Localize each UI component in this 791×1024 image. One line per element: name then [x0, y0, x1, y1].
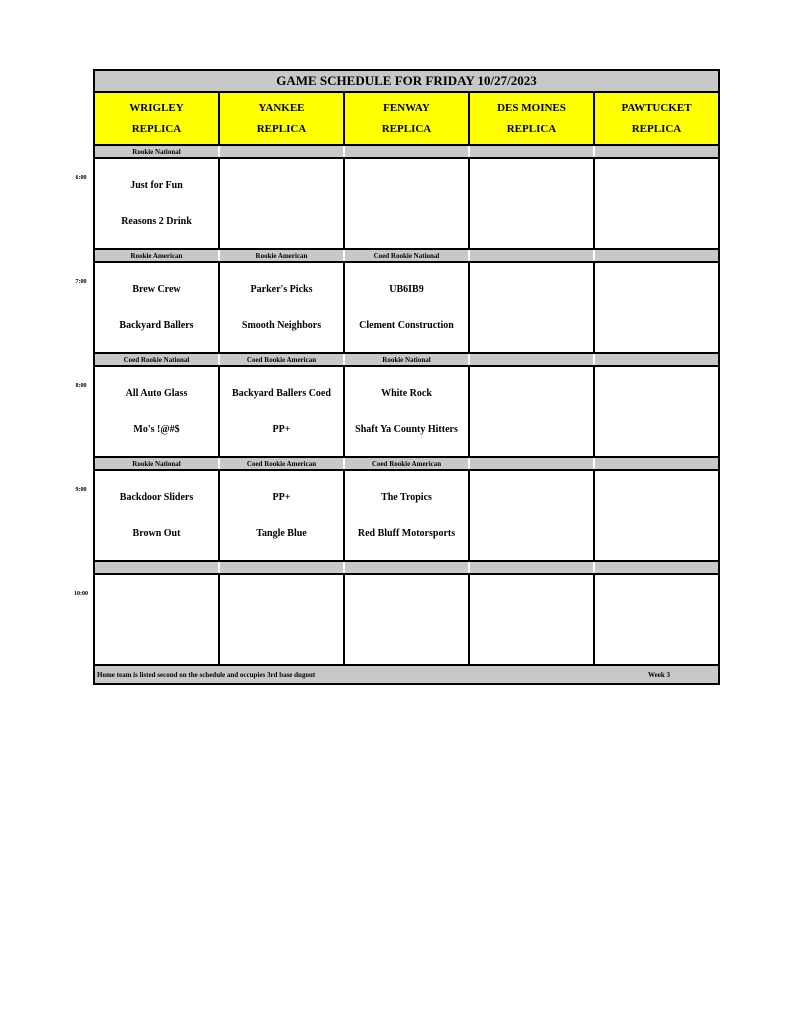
field-sub: REPLICA	[381, 123, 432, 136]
division-label	[595, 562, 718, 573]
field-name: DES MOINES	[497, 101, 566, 114]
field-header-pawtucket	[595, 93, 718, 144]
division-label	[220, 562, 345, 573]
division-label: Coed Rookie American	[220, 458, 345, 469]
away-team: Just for Fun	[130, 179, 183, 191]
away-team: PP+	[272, 491, 291, 503]
game-cell	[345, 263, 470, 352]
game-cell	[220, 159, 345, 248]
home-team: Backyard Ballers	[119, 320, 194, 332]
game-cell	[345, 159, 470, 248]
division-label	[595, 146, 718, 157]
time-label: 8:00	[75, 383, 87, 389]
away-team: Brew Crew	[132, 283, 181, 295]
division-row	[95, 354, 718, 367]
division-label: Rookie American	[220, 250, 345, 261]
game-row	[95, 263, 718, 354]
division-label	[595, 458, 718, 469]
field-sub: REPLICA	[131, 123, 182, 136]
home-team: Smooth Neighbors	[241, 320, 322, 332]
field-sub: REPLICA	[256, 123, 307, 136]
division-label	[95, 562, 220, 573]
division-label: Coed Rookie American	[220, 354, 345, 365]
game-row	[95, 471, 718, 562]
division-row	[95, 146, 718, 159]
division-label	[595, 354, 718, 365]
field-header-row	[95, 93, 718, 146]
field-header-fenway	[345, 93, 470, 144]
away-team: White Rock	[381, 387, 432, 399]
schedule-title: GAME SCHEDULE FOR FRIDAY 10/27/2023	[95, 71, 718, 93]
home-team: Reasons 2 Drink	[121, 216, 192, 228]
away-team: All Auto Glass	[125, 387, 188, 399]
field-name: FENWAY	[383, 101, 430, 114]
home-team: PP+	[272, 424, 291, 436]
game-cell	[470, 367, 595, 456]
schedule-footer	[95, 666, 718, 683]
field-name: WRIGLEY	[129, 101, 184, 114]
game-cell	[220, 575, 345, 664]
field-name: YANKEE	[258, 101, 305, 114]
away-team: Backyard Ballers Coed	[232, 387, 331, 399]
schedule-table	[93, 69, 720, 685]
home-team: Clement Construction	[359, 320, 454, 332]
field-header-yankee	[220, 93, 345, 144]
division-label	[470, 562, 595, 573]
home-team: Shaft Ya County Hitters	[355, 424, 458, 436]
game-row	[95, 367, 718, 458]
division-label	[595, 250, 718, 261]
division-label	[220, 146, 345, 157]
game-cell	[595, 575, 718, 664]
division-label: Rookie American	[95, 250, 220, 261]
time-label: 6:00	[75, 175, 87, 181]
division-label	[470, 458, 595, 469]
away-team: Parker's Picks	[250, 283, 313, 295]
game-row	[95, 575, 718, 666]
away-team: The Tropics	[381, 491, 432, 503]
division-label	[345, 146, 470, 157]
game-cell	[95, 367, 220, 456]
division-label: Rookie National	[95, 458, 220, 469]
game-cell	[95, 471, 220, 560]
field-sub: REPLICA	[506, 123, 557, 136]
home-team: Tangle Blue	[256, 528, 307, 540]
game-cell	[345, 367, 470, 456]
game-cell	[595, 263, 718, 352]
time-label: 9:00	[75, 487, 87, 493]
time-label: 7:00	[75, 279, 87, 285]
division-row	[95, 250, 718, 263]
home-team: Brown Out	[132, 528, 181, 540]
division-label: Coed Rookie National	[345, 250, 470, 261]
game-cell	[345, 575, 470, 664]
field-header-des-moines	[470, 93, 595, 144]
division-row	[95, 458, 718, 471]
week-label: Week 3	[648, 670, 670, 679]
division-label: Coed Rookie National	[95, 354, 220, 365]
time-label: 10:00	[74, 591, 88, 597]
game-cell	[470, 263, 595, 352]
field-sub: REPLICA	[631, 123, 682, 136]
division-label: Rookie National	[345, 354, 470, 365]
game-cell	[95, 159, 220, 248]
field-header-wrigley	[95, 93, 220, 144]
game-cell	[220, 471, 345, 560]
division-row	[95, 562, 718, 575]
division-label: Rookie National	[95, 146, 220, 157]
division-label	[470, 354, 595, 365]
away-team: Backdoor Sliders	[119, 491, 194, 503]
away-team: UB6IB9	[389, 283, 424, 295]
game-cell	[595, 471, 718, 560]
footer-note: Home team is listed second on the schedule and occupies 3rd base dugout	[97, 670, 316, 679]
home-team: Mo's !@#$	[133, 424, 180, 436]
division-label	[470, 146, 595, 157]
game-cell	[345, 471, 470, 560]
game-cell	[470, 159, 595, 248]
game-cell	[95, 575, 220, 664]
game-cell	[595, 159, 718, 248]
game-cell	[595, 367, 718, 456]
division-label	[470, 250, 595, 261]
game-cell	[470, 471, 595, 560]
game-cell	[220, 263, 345, 352]
game-row	[95, 159, 718, 250]
division-label	[345, 562, 470, 573]
division-label: Coed Rookie American	[345, 458, 470, 469]
game-cell	[470, 575, 595, 664]
game-cell	[95, 263, 220, 352]
home-team: Red Bluff Motorsports	[357, 528, 456, 540]
game-cell	[220, 367, 345, 456]
field-name: PAWTUCKET	[621, 101, 692, 114]
